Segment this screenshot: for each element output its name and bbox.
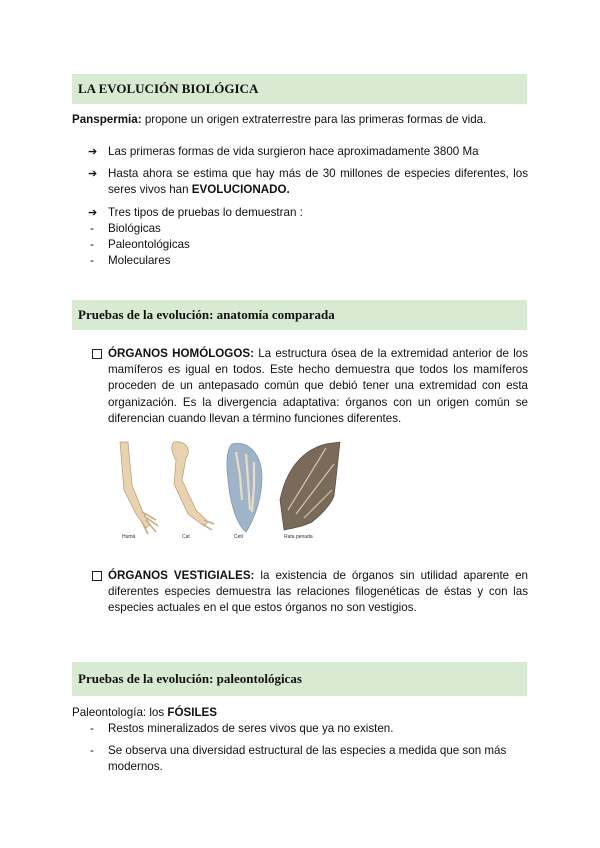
human-arm-image — [120, 442, 158, 534]
dash-list-item: - Paleontológicas — [90, 238, 190, 251]
homologos-item — [92, 346, 528, 427]
vestigiales-text: ÓRGANOS VESTIGIALES: la existencia de órganos sin utilidad aparente en diferentes especies demuestra las relaciones filogenéticas de éstas y con las especies actuales en el que estos órganos no son vestigios. — [108, 569, 528, 615]
arrow-list-item — [88, 205, 528, 221]
homologous-limbs-figure — [112, 440, 342, 540]
panspermia-text: propone un origen extraterrestre para las primeras formas de vida. — [141, 113, 487, 126]
arrow-icon: ➔ — [88, 168, 98, 180]
arrow-list-item — [88, 144, 528, 160]
arrow-list-item — [88, 166, 528, 198]
section-header-anatomia — [72, 300, 527, 330]
arrow-icon: ➔ — [88, 146, 98, 158]
arrow-item-text: Las primeras formas de vida surgieron hace aproximadamente 3800 Ma — [108, 145, 479, 158]
dash-item-text: Se observa una diversidad estructural de las especies a medida que son más modernos. — [108, 744, 507, 773]
dash-item-text: Restos mineralizados de seres vivos que ya no existen. — [108, 722, 394, 735]
figure-label-bat: Rata penada — [284, 534, 313, 540]
arrow-item-text: Hasta ahora se estima que hay más de 30 millones de especies diferentes, los seres vivos han EVOLUCIONADO. — [108, 167, 528, 196]
dash-item-text: Biológicas — [108, 222, 161, 235]
fosiles-bold: FÓSILES — [167, 706, 218, 719]
vestigiales-item — [92, 568, 528, 617]
whale-flipper-image — [227, 443, 262, 532]
section-header-evolucion — [72, 74, 527, 104]
arrow-item-text: Tres tipos de pruebas lo demuestran : — [108, 206, 303, 219]
fosiles-intro: Paleontología: los FÓSILES — [72, 706, 218, 719]
homologos-text: ÓRGANOS HOMÓLOGOS: La estructura ósea de la extremidad anterior de los mamíferos es igual en todos. Este hecho demuestra que todos los mamíferos proceden de un antepasado común que debió tener una extremidad con esta organización. Es la divergencia adaptativa: órganos con un origen común se diferencian cuando llevan a término funciones diferentes. — [108, 347, 529, 425]
checkbox-icon — [92, 571, 102, 581]
section-title: Pruebas de la evolución: paleontológicas — [78, 671, 302, 686]
cat-leg-image — [172, 442, 214, 530]
figure-label-human: Humà — [122, 534, 136, 540]
dash-list-item: - Restos mineralizados de seres vivos que ya no existen. — [90, 722, 394, 735]
panspermia-paragraph — [72, 112, 532, 128]
evolucionado-bold: EVOLUCIONADO. — [191, 183, 290, 196]
dash-list-item: - Se observa una diversidad estructural de las especies a medida que son más modernos. — [90, 743, 530, 775]
dash-item-text: Moleculares — [108, 254, 171, 267]
panspermia-label: Panspermia: — [72, 113, 142, 126]
dash-item-text: Paleontológicas — [108, 238, 190, 251]
section-title: Pruebas de la evolución: anatomía comparada — [78, 307, 335, 322]
dash-list-item: - Moleculares — [90, 254, 171, 267]
section-title: LA EVOLUCIÓN BIOLÓGICA — [78, 81, 259, 96]
figure-label-whale: Cetí — [234, 534, 244, 540]
dash-list-item: - Biológicas — [90, 222, 161, 235]
section-header-paleontologicas — [72, 662, 527, 696]
figure-label-cat: Cat — [182, 534, 190, 540]
bat-wing-image — [280, 442, 340, 530]
arrow-icon: ➔ — [88, 207, 98, 219]
checkbox-icon — [92, 349, 102, 359]
